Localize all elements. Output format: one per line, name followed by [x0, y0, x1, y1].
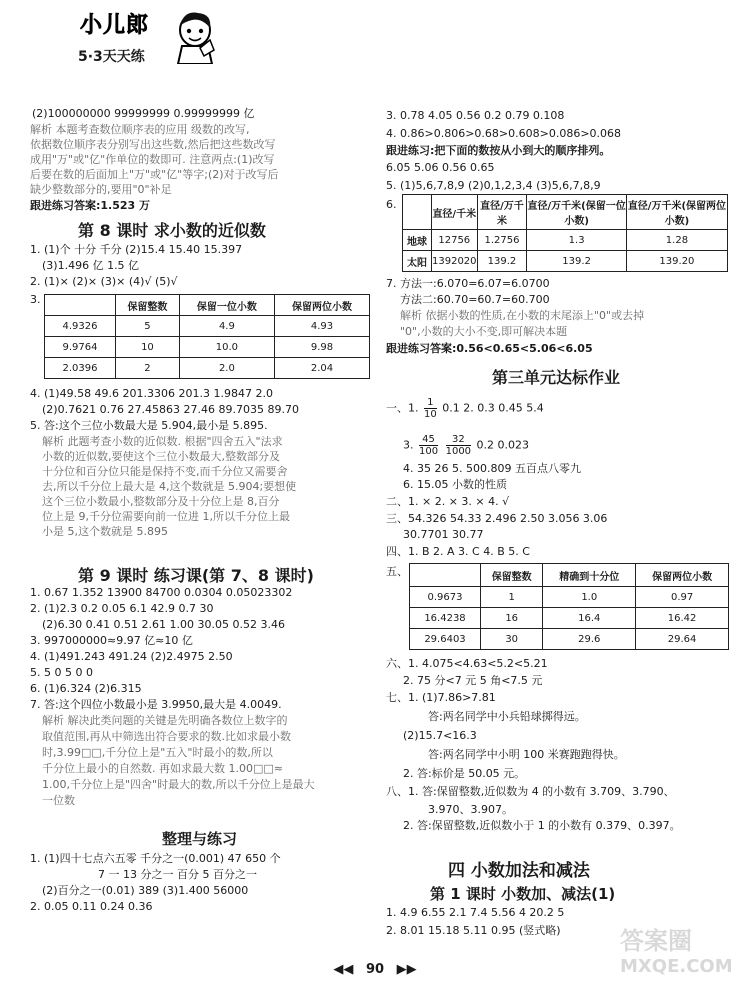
table-header-cell: 直径/万千米(保留两位小数) — [626, 195, 727, 230]
table-cell: 16 — [481, 608, 543, 629]
table-cell: 29.6 — [543, 629, 636, 650]
answer-text: 0.2 0.023 — [476, 438, 530, 452]
text-line: 七、1. (1)7.86>7.81 — [386, 691, 496, 704]
table-cell: 10.0 — [179, 337, 274, 358]
analysis-text: 解析 本题考查数位顺序表的应用 级数的改写, — [30, 123, 250, 136]
text-line: 2. 0.05 0.11 0.24 0.36 — [30, 900, 153, 913]
table-cell: 1.3 — [527, 230, 626, 251]
fraction-denominator: 1000 — [445, 446, 472, 457]
table-cell: 139.2 — [527, 251, 626, 272]
fraction-denominator: 10 — [424, 409, 437, 420]
table-header-cell — [403, 195, 432, 230]
table-body — [410, 564, 729, 650]
text-line: 2. 75 分<7 元 5 角<7.5 元 — [403, 674, 543, 687]
analysis-text: 取值范围,再从中筛选出符合要求的数.比如求最小数 — [42, 730, 291, 743]
text-line: (2)百分之一(0.01) 389 (3)1.400 56000 — [42, 884, 249, 897]
table-cell: 1392020 — [432, 251, 478, 272]
text-line: 1. (1)个 十分 千分 (2)15.4 15.40 15.397 — [30, 243, 243, 256]
text-line: 4. (1)491.243 491.24 (2)2.4975 2.50 — [30, 650, 233, 663]
page-footer — [0, 962, 750, 977]
table-row — [45, 316, 370, 337]
prev-page-icon[interactable]: ◀◀ — [333, 962, 354, 977]
watermark-line: MXQE.COM — [620, 956, 733, 977]
chapter-title: 四 小数加法和减法 — [448, 861, 590, 881]
text-line — [386, 397, 544, 420]
table-cell: 10 — [116, 337, 180, 358]
text-line: 30.7701 30.77 — [403, 528, 484, 541]
rounding-table-2 — [409, 563, 729, 650]
text-line: 答:两名同学中小明 100 米赛跑跑得快。 — [428, 748, 625, 761]
table-cell: 2.04 — [274, 358, 369, 379]
analysis-text: 千分位上最小的自然数. 再如求最大数 1.00□□≈ — [42, 762, 283, 775]
table-cell: 1.2756 — [477, 230, 527, 251]
table-body — [403, 195, 728, 272]
fraction — [419, 434, 438, 457]
lesson-title: 第 1 课时 小数加、减法(1) — [430, 885, 616, 903]
table-cell: 30 — [481, 629, 543, 650]
table-header-cell: 保留整数 — [116, 295, 180, 316]
text-line: 方法二:60.70=60.7=60.700 — [400, 293, 550, 306]
table-cell: 2 — [116, 358, 180, 379]
text-line: 7. 答:这个四位小数最小是 3.9950,最大是 4.0049. — [30, 698, 282, 711]
analysis-text: 缺少整数部分的,要用"0"补足 — [30, 183, 172, 196]
table-cell: 0.97 — [636, 587, 729, 608]
analysis-text: 时,3.99□□,千分位上是"五入"时最小的数,所以 — [42, 746, 273, 759]
table-cell: 16.4238 — [410, 608, 481, 629]
table-cell: 1 — [481, 587, 543, 608]
table-header-cell: 保留两位小数 — [636, 564, 729, 587]
text-line: 2. 8.01 15.18 5.11 0.95 (竖式略) — [386, 924, 561, 937]
table-cell: 9.9764 — [45, 337, 116, 358]
table-header-row — [45, 295, 370, 316]
text-line: 四、1. B 2. A 3. C 4. B 5. C — [386, 545, 530, 558]
analysis-text: 位上是 9,千分位需要向前一位进 1,所以千分位上最 — [42, 510, 290, 523]
table-cell: 9.98 — [274, 337, 369, 358]
analysis-text: 后要在数的后面加上"万"或"亿"等字;(2)对于改写后 — [30, 168, 279, 181]
fraction — [424, 397, 437, 420]
text-line: 1. 4.9 6.55 2.1 7.4 5.56 4 20.2 5 — [386, 906, 565, 919]
text-line: 六、1. 4.075<4.63<5.2<5.21 — [386, 657, 548, 670]
text-line: 4. 35 26 5. 500.809 五百点八零九 — [403, 462, 581, 475]
answer-text: 0.1 2. 0.3 0.45 5.4 — [442, 401, 544, 415]
text-line: (2)6.30 0.41 0.51 2.61 1.00 30.05 0.52 3.46 — [42, 618, 285, 631]
table-cell: 4.93 — [274, 316, 369, 337]
analysis-text: 成用"万"或"亿"作单位的数即可. 注意两点:(1)改写 — [30, 153, 275, 166]
follow-up-title: 跟进练习:把下面的数按从小到大的顺序排列。 — [386, 144, 611, 157]
fraction-denominator: 100 — [419, 446, 439, 457]
analysis-text: 小数的近似数,要使这个三位小数最大,整数部分及 — [42, 450, 280, 463]
text-line: (2)15.7<16.3 — [403, 729, 477, 742]
table-header-row — [410, 564, 729, 587]
watermark-line: 答案圈 — [620, 927, 692, 955]
text-line: 2. (1)× (2)× (3)× (4)√ (5)√ — [30, 275, 178, 288]
analysis-text: 解析 解决此类问题的关键是先明确各数位上数字的 — [42, 714, 288, 727]
table-header-cell: 保留两位小数 — [274, 295, 369, 316]
text-line: (3)1.496 亿 1.5 亿 — [42, 259, 140, 272]
text-line: 6. (1)6.324 (2)6.315 — [30, 682, 142, 695]
analysis-text: 小是 5,这个数就是 5.895 — [42, 525, 168, 538]
table-header-row — [403, 195, 728, 230]
table-cell: 地球 — [403, 230, 432, 251]
table-cell: 2.0 — [179, 358, 274, 379]
text-line — [403, 434, 529, 457]
table-header-cell: 保留一位小数 — [179, 295, 274, 316]
page-number: 90 — [365, 962, 385, 977]
text-line: 4. 0.86>0.806>0.68>0.608>0.086>0.068 — [386, 127, 622, 140]
follow-up-answer: 跟进练习答案:0.56<0.65<5.06<6.05 — [386, 342, 593, 355]
table-header-cell — [45, 295, 116, 316]
table-header-cell: 直径/万千米(保留一位小数) — [527, 195, 626, 230]
mascot-boy-icon — [172, 10, 218, 64]
table-header-cell: 保留整数 — [481, 564, 543, 587]
text-line: 6. 15.05 小数的性质 — [403, 478, 507, 491]
table-row — [45, 337, 370, 358]
table-cell: 太阳 — [403, 251, 432, 272]
section-title: 整理与练习 — [162, 830, 238, 848]
brand-header — [70, 8, 220, 68]
text-line: 5. (1)5,6,7,8,9 (2)0,1,2,3,4 (3)5,6,7,8,9 — [386, 179, 601, 192]
table-row — [403, 230, 728, 251]
watermark — [620, 928, 738, 988]
table-cell: 139.2 — [477, 251, 527, 272]
text-line: 五、 — [386, 565, 408, 578]
text-line: 1. 0.67 1.352 13900 84700 0.0304 0.05023302 — [30, 586, 293, 599]
analysis-text: 十分位和百分位只能是保持不变,而千分位又需要舍 — [42, 465, 288, 478]
table-header-cell: 直径/千米 — [432, 195, 478, 230]
follow-up-answer: 跟进练习答案:1.523 万 — [30, 199, 151, 212]
fraction — [446, 434, 471, 457]
fraction-numerator: 45 — [419, 434, 438, 446]
text-line: 7 一 13 分之一 百分 5 百分之一 — [98, 868, 257, 881]
text-line: 7. 方法一:6.070=6.07=6.0700 — [386, 277, 550, 290]
fraction-numerator: 32 — [446, 434, 471, 446]
table-cell: 4.9 — [179, 316, 274, 337]
table-cell: 12756 — [432, 230, 478, 251]
text-line: 4. (1)49.58 49.6 201.3306 201.3 1.9847 2.0 — [30, 387, 273, 400]
table-body — [45, 295, 370, 379]
table-row — [403, 251, 728, 272]
table-cell: 16.42 — [636, 608, 729, 629]
analysis-text: 1.00,千分位上是"四舍"时最大的数,所以千分位上是最大 — [42, 778, 315, 791]
table-row — [410, 608, 729, 629]
table-row — [410, 587, 729, 608]
unit-test-title: 第三单元达标作业 — [492, 368, 621, 387]
text-line: 3. — [30, 293, 41, 306]
table-cell: 1.0 — [543, 587, 636, 608]
table-row — [410, 629, 729, 650]
text-line: 6.05 5.06 0.56 0.65 — [386, 161, 495, 174]
q-number: 一、1. — [386, 401, 419, 415]
text-line: 二、1. × 2. × 3. × 4. √ — [386, 495, 510, 508]
table-header-cell: 精确到十分位 — [543, 564, 636, 587]
table-header-cell — [410, 564, 481, 587]
table-cell: 139.20 — [626, 251, 727, 272]
q-number: 3. — [403, 438, 414, 452]
text-line: 3. 0.78 4.05 0.56 0.2 0.79 0.108 — [386, 109, 565, 122]
analysis-text: 一位数 — [42, 794, 75, 807]
lesson-title: 第 8 课时 求小数的近似数 — [78, 221, 266, 240]
diameter-table — [402, 194, 728, 272]
table-cell: 16.4 — [543, 608, 636, 629]
text-line: 6. — [386, 198, 397, 211]
table-cell: 29.64 — [636, 629, 729, 650]
table-cell: 0.9673 — [410, 587, 481, 608]
lesson-title: 第 9 课时 练习课(第 7、8 课时) — [78, 566, 314, 585]
brand-logo: 小儿郎 — [80, 13, 150, 38]
analysis-text: "0",小数的大小不变,即可解决本题 — [400, 325, 568, 338]
table-row — [45, 358, 370, 379]
table-cell: 4.9326 — [45, 316, 116, 337]
text-line: 1. (1)四十七点六五零 千分之一(0.001) 47 650 个 — [30, 852, 281, 865]
text-line: 3.970、3.907。 — [428, 803, 513, 816]
table-cell: 29.6403 — [410, 629, 481, 650]
brand-subtitle: 5·3天天练 — [78, 49, 145, 65]
text-line: 2. (1)2.3 0.2 0.05 6.1 42.9 0.7 30 — [30, 602, 214, 615]
text-line: 5. 答:这个三位小数最大是 5.904,最小是 5.895. — [30, 419, 268, 432]
text-line: 5. 5 0 5 0 0 — [30, 666, 93, 679]
next-page-icon[interactable]: ▶▶ — [396, 962, 417, 977]
rounding-table — [44, 294, 370, 379]
text-line: (2)100000000 99999999 0.99999999 亿 — [32, 107, 255, 120]
text-line: 八、1. 答:保留整数,近似数为 4 的小数有 3.709、3.790、 — [386, 785, 675, 798]
analysis-text: 解析 此题考查小数的近似数. 根据"四舍五入"法求 — [42, 435, 283, 448]
analysis-text: 去,所以千分位上最大是 4,这个数就是 5.904;要想使 — [42, 480, 297, 493]
table-header-cell: 直径/万千米 — [477, 195, 527, 230]
text-line: 答:两名同学中小兵铅球掷得远。 — [428, 710, 586, 723]
analysis-text: 依据数位顺序表分别写出这些数,然后把这些数改写 — [30, 138, 276, 151]
text-line: 3. 997000000≈9.97 亿≈10 亿 — [30, 634, 193, 647]
fraction-numerator: 1 — [424, 397, 437, 409]
table-cell: 1.28 — [626, 230, 727, 251]
table-cell: 2.0396 — [45, 358, 116, 379]
text-line: 三、54.326 54.33 2.496 2.50 3.056 3.06 — [386, 512, 608, 525]
analysis-text: 这个三位小数最小,整数部分及十分位上是 8,百分 — [42, 495, 280, 508]
text-line: (2)0.7621 0.76 27.45863 27.46 89.7035 89.70 — [42, 403, 300, 416]
analysis-text: 解析 依据小数的性质,在小数的末尾添上"0"或去掉 — [400, 309, 645, 322]
text-line: 2. 答:保留整数,近似数小于 1 的小数有 0.379、0.397。 — [403, 819, 681, 832]
text-line: 2. 答:标价是 50.05 元。 — [403, 767, 526, 780]
table-cell: 5 — [116, 316, 180, 337]
